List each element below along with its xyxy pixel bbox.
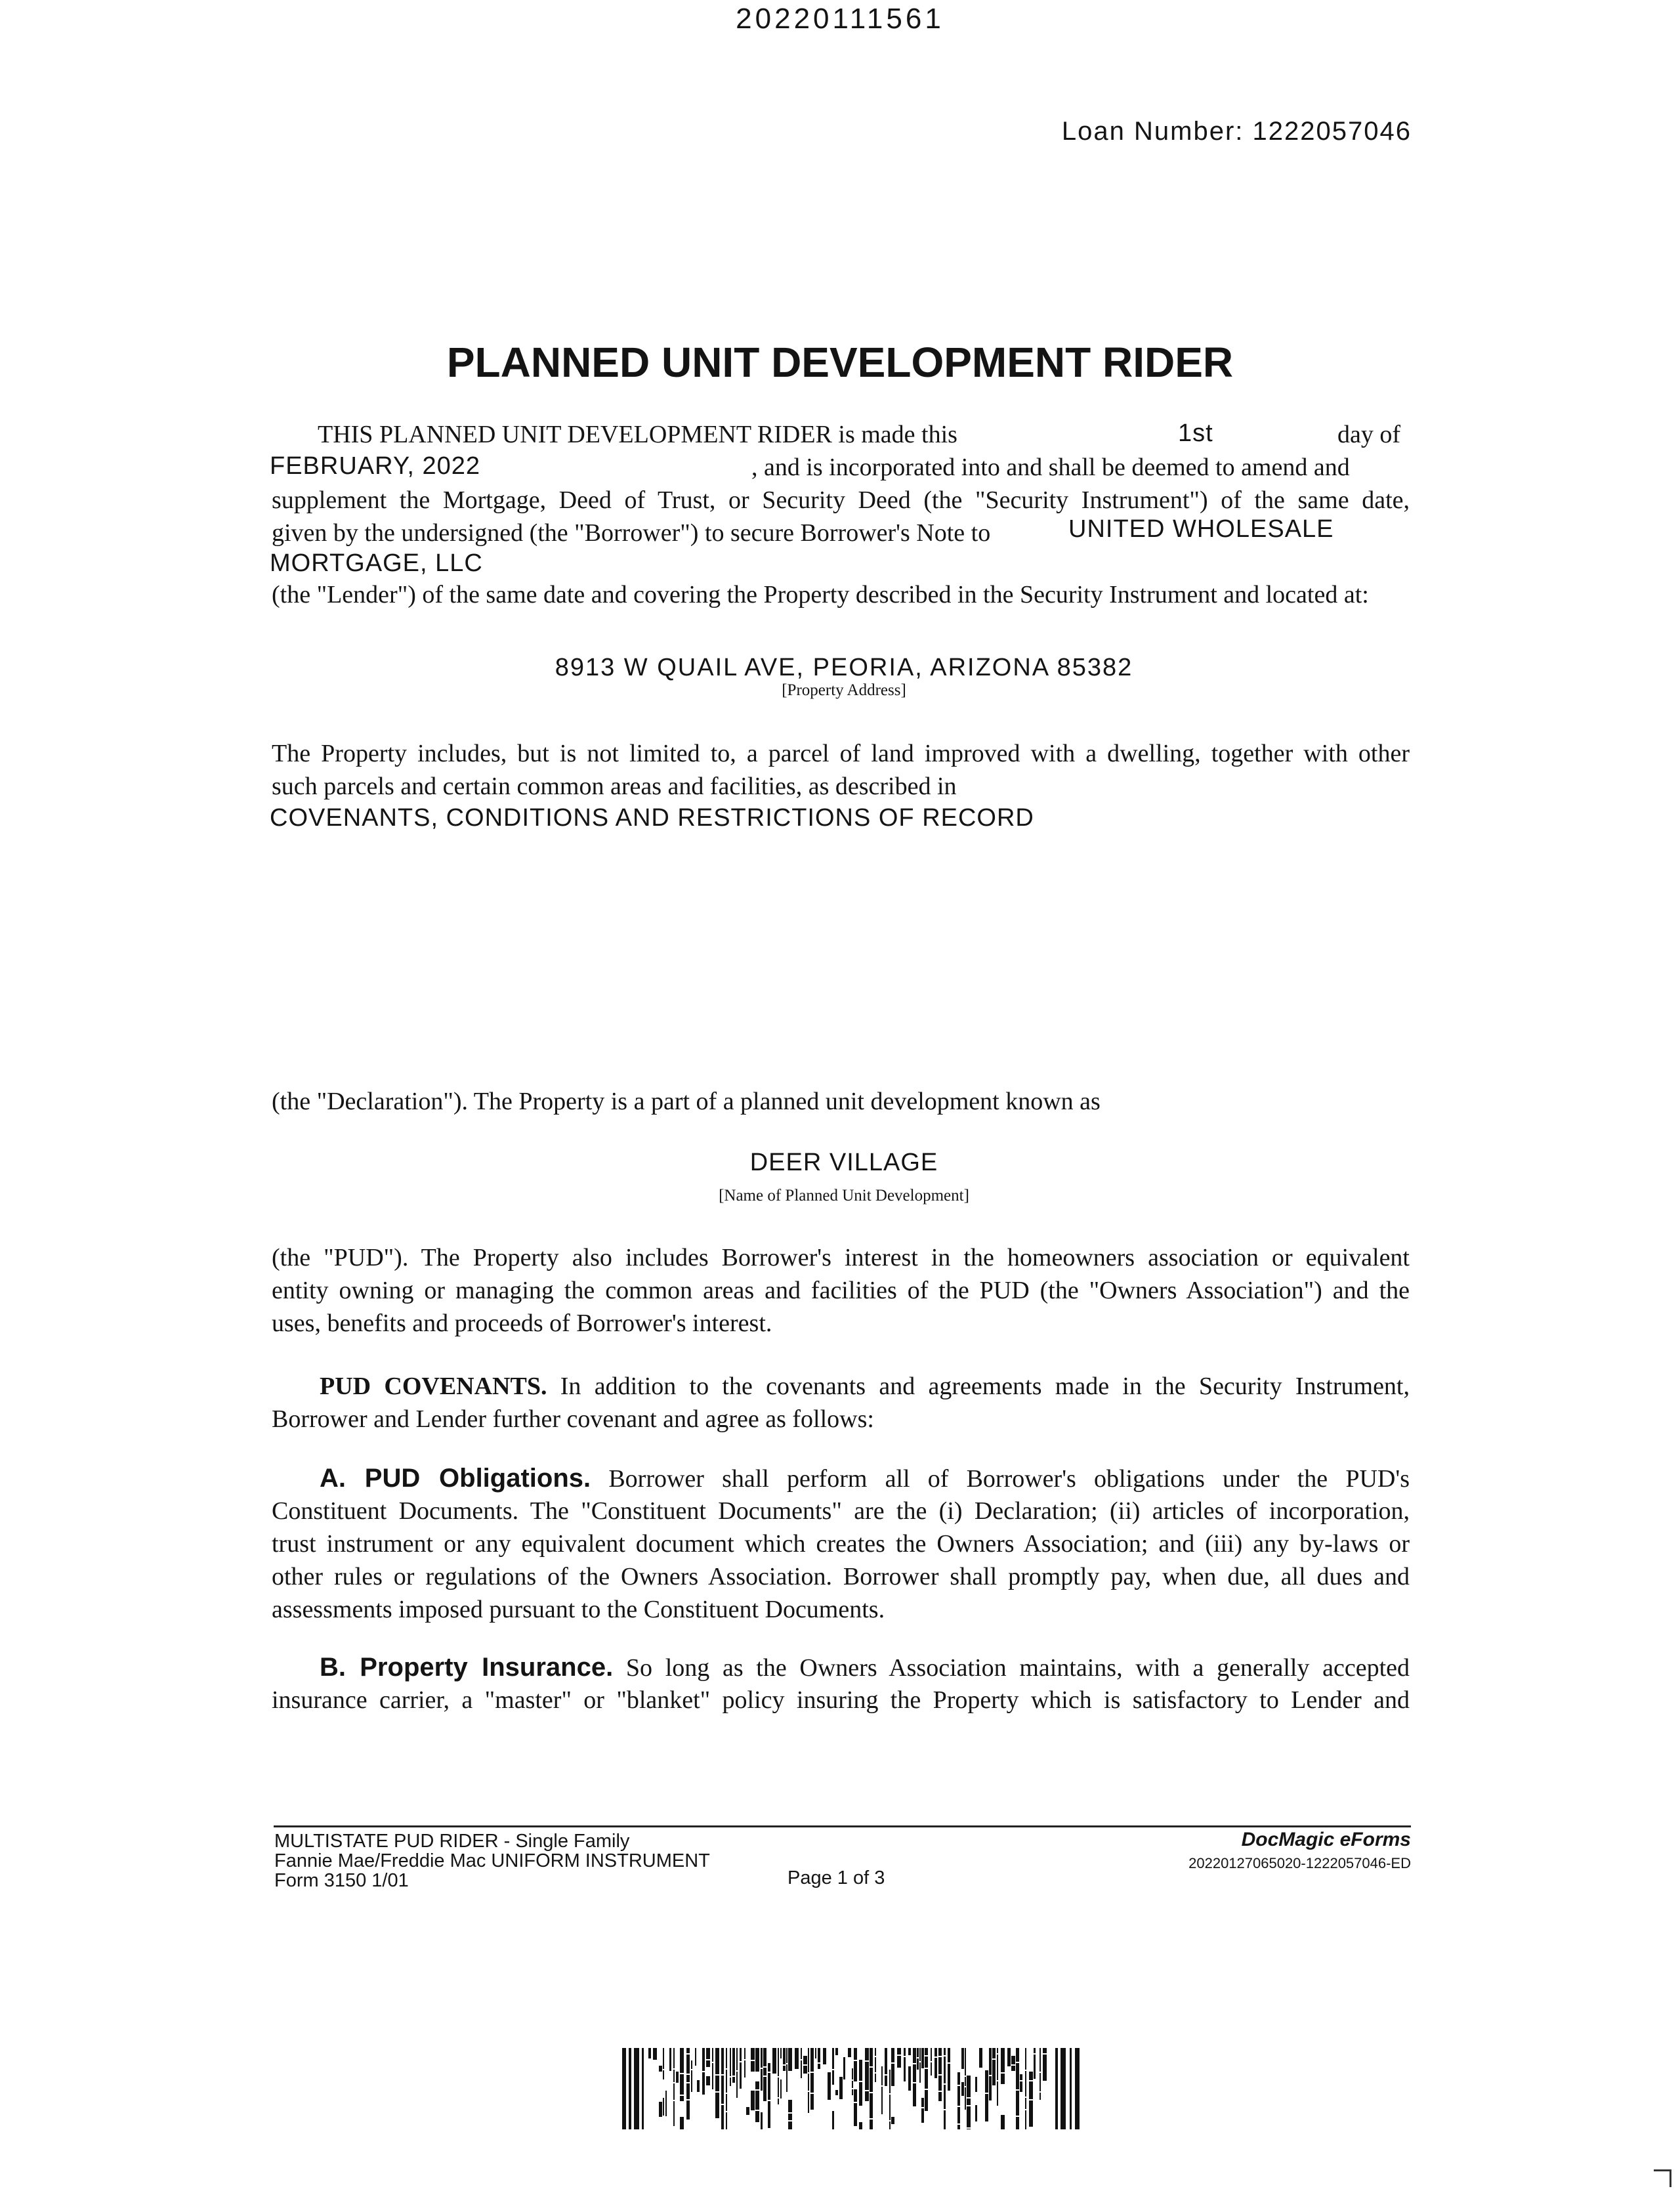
document-title: PLANNED UNIT DEVELOPMENT RIDER xyxy=(446,339,1234,386)
pud-name: DEER VILLAGE xyxy=(749,1149,938,1176)
covenants-line-2: Borrower and Lender further covenant and agree as follows: xyxy=(272,1405,874,1433)
intro-line-1b: day of xyxy=(1337,421,1401,448)
intro-line-4: given by the undersigned (the "Borrower") to secure Borrower's Note to xyxy=(272,519,991,547)
includes-line-1: The Property includes, but is not limited to, a parcel of land improved with a dwelling, together with other xyxy=(272,740,1410,767)
section-a-line-3: trust instrument or any equivalent document which creates the Owners Association; and (iii) any by-laws or xyxy=(272,1530,1410,1558)
covenants-text-1: In addition to the covenants and agreements made in the Security Instrument, xyxy=(560,1373,1410,1400)
page-number: Page 1 of 3 xyxy=(788,1867,885,1888)
footer-rule xyxy=(274,1825,1411,1827)
rider-day: 1st xyxy=(1178,419,1213,447)
loan-number-line xyxy=(1062,117,1412,146)
intro-line-3: supplement the Mortgage, Deed of Trust, or Security Deed (the "Security Instrument") of the same date, xyxy=(272,486,1410,514)
pud-line-1: (the "PUD"). The Property also includes Borrower's interest in the homeowners association or equivalent xyxy=(272,1244,1410,1271)
pud-line-3: uses, benefits and proceeds of Borrower's interest. xyxy=(272,1310,772,1337)
section-b-line-1 xyxy=(320,1652,1410,1684)
loan-number-label: Loan Number: xyxy=(1061,117,1244,146)
section-a-line-1 xyxy=(320,1462,1410,1495)
section-a-line-4: other rules or regulations of the Owners Association. Borrower shall promptly pay, when due, all dues and xyxy=(272,1563,1410,1590)
property-address: 8913 W QUAIL AVE, PEORIA, ARIZONA 85382 xyxy=(555,654,1133,681)
footer-line-1: MULTISTATE PUD RIDER - Single Family xyxy=(274,1831,630,1852)
pud-line-2: entity owning or managing the common areas and facilities of the PUD (the "Owners Association") and the xyxy=(272,1277,1410,1304)
declaration-line: (the "Declaration"). The Property is a part of a planned unit development known as xyxy=(272,1088,1101,1115)
barcode-image xyxy=(622,2048,1082,2129)
footer-line-3: Form 3150 1/01 xyxy=(274,1870,409,1891)
includes-line-2: such parcels and certain common areas and facilities, as described in xyxy=(272,773,957,800)
section-a-line-2: Constituent Documents. The "Constituent Documents" are the (i) Declaration; (ii) articles of incorporation, xyxy=(272,1497,1410,1525)
rider-month-year: FEBRUARY, 2022 xyxy=(270,452,480,480)
docmagic-logo: DocMagic eForms xyxy=(1241,1829,1411,1850)
corner-mark xyxy=(1654,2169,1671,2187)
section-b-line-2: insurance carrier, a "master" or "blanket" policy insuring the Property which is satisfactory to Lender and xyxy=(272,1686,1410,1714)
intro-line-2: , and is incorporated into and shall be deemed to amend and xyxy=(751,454,1350,481)
form-code: 20220127065020-1222057046-ED xyxy=(1188,1855,1411,1871)
recording-number: 20220111561 xyxy=(736,3,944,35)
lender-name-1: UNITED WHOLESALE xyxy=(1068,515,1334,543)
section-a-text-1: Borrower shall perform all of Borrower's obligations under the PUD's xyxy=(608,1465,1410,1493)
barcode-graphic xyxy=(622,2048,1082,2129)
section-a-line-5: assessments imposed pursuant to the Constituent Documents. xyxy=(272,1596,885,1623)
intro-line-1a: THIS PLANNED UNIT DEVELOPMENT RIDER is made this xyxy=(318,421,957,448)
declaration-name: COVENANTS, CONDITIONS AND RESTRICTIONS OF RECORD xyxy=(270,804,1034,832)
footer-line-2: Fannie Mae/Freddie Mac UNIFORM INSTRUMENT xyxy=(274,1850,710,1871)
covenants-heading: PUD COVENANTS. xyxy=(320,1373,547,1400)
loan-number: 1222057046 xyxy=(1252,117,1412,146)
pud-name-label: [Name of Planned Unit Development] xyxy=(719,1187,969,1204)
property-address-label: [Property Address] xyxy=(782,681,906,699)
section-b-text-1: So long as the Owners Association maintains, with a generally accepted xyxy=(625,1654,1410,1682)
lender-name-2: MORTGAGE, LLC xyxy=(270,549,483,577)
section-a-heading: A. PUD Obligations. xyxy=(320,1464,591,1493)
section-b-heading: B. Property Insurance. xyxy=(320,1653,614,1682)
intro-line-6: (the "Lender") of the same date and covering the Property described in the Security Instrument and located at: xyxy=(272,581,1369,608)
covenants-line-1 xyxy=(320,1371,1410,1402)
